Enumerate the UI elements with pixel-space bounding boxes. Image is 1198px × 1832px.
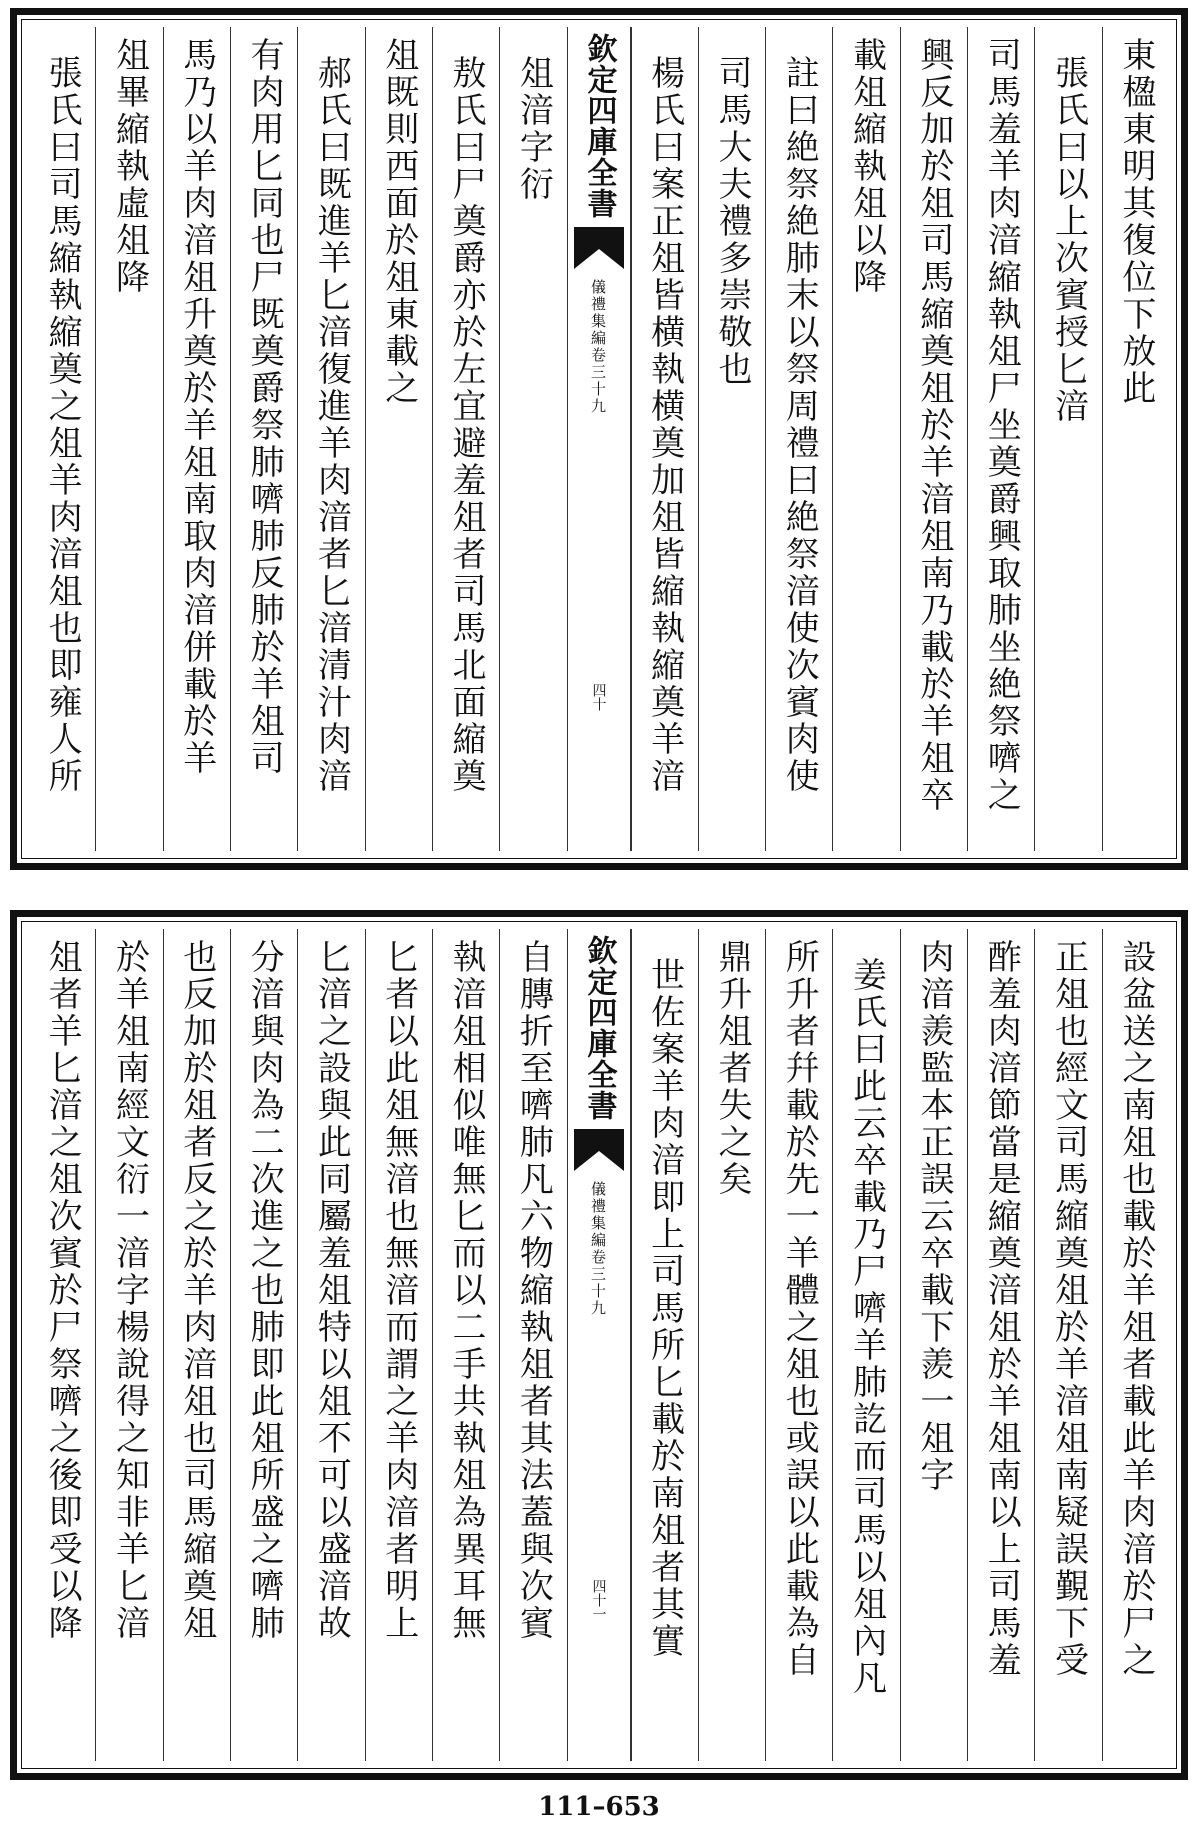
- book-title: 儀禮集編: [589, 279, 607, 347]
- text-column: [29, 27, 95, 851]
- text-column: [832, 929, 899, 1761]
- column-text: 酢羞肉湆節當是縮奠湆俎於羊俎南以上司馬羞: [981, 939, 1022, 1679]
- text-column: [297, 27, 364, 851]
- column-text: 也反加於俎者反之於羊肉湆俎也司馬縮奠俎: [176, 939, 217, 1642]
- column-text: 俎者羊匕湆之俎次賓於尸祭嚌之後即受以降: [42, 939, 83, 1642]
- text-column: [967, 929, 1034, 1761]
- column-text: 敖氏曰尸奠爵亦於左宜避羞俎者司馬北面縮奠: [446, 55, 487, 795]
- column-text: 註曰絶祭絶肺末以祭周禮曰絶祭湆使次賓肉使: [779, 55, 820, 795]
- column-text: 張氏曰司馬縮執縮奠之俎羊肉湆俎也即雍人所: [42, 55, 83, 795]
- top-page-frame: [10, 8, 1188, 870]
- column-text: 姜氏曰此云卒載乃尸嚌羊肺訖而司馬以俎內凡: [846, 957, 887, 1697]
- bottom-page-frame: [10, 910, 1188, 1780]
- text-column: [631, 929, 698, 1761]
- column-text: 分湆與肉為二次進之也肺即此俎所盛之嚌肺: [244, 939, 285, 1642]
- fishtail-mark-icon: [574, 227, 624, 269]
- bottom-page-columns: [29, 929, 1169, 1761]
- folio-number: 四十: [590, 683, 607, 711]
- column-text: 鼎升俎者失之矣: [711, 939, 752, 1198]
- text-column: [163, 27, 230, 851]
- text-column: [698, 27, 765, 851]
- text-column: [832, 27, 899, 851]
- column-text: 興反加於俎司馬縮奠俎於羊湆俎南乃載於羊俎卒: [913, 37, 954, 814]
- column-text: 自膞折至嚌肺凡六物縮執俎者其法蓋與次賓: [513, 939, 554, 1642]
- text-column: [95, 27, 162, 851]
- column-text: 楊氏曰案正俎皆横執横奠加俎皆縮執縮奠羊湆: [644, 55, 685, 795]
- series-title: 欽定四庫全書: [581, 935, 617, 1121]
- column-text: 司馬羞羊肉湆縮執俎尸坐奠爵興取肺坐絶祭嚌之: [981, 37, 1022, 814]
- text-column: [432, 27, 499, 851]
- page-number: 111–653: [538, 1792, 660, 1822]
- text-column: [1034, 929, 1101, 1761]
- column-text: 有肉用匕同也尸既奠爵祭肺嚌肺反肺於羊俎司: [244, 37, 285, 777]
- fishtail-mark-icon: [574, 1129, 624, 1171]
- text-column: [900, 929, 967, 1761]
- column-text: 馬乃以羊肉湆俎升奠於羊俎南取肉湆併載於羊: [176, 37, 217, 777]
- center-fold: [567, 27, 631, 851]
- column-text: 於羊俎南經文衍一湆字楊說得之知非羊匕湆: [109, 939, 150, 1642]
- column-text: 設盆送之南俎也載於羊俎者載此羊肉湆於尸之: [1115, 939, 1156, 1679]
- text-column: [230, 27, 297, 851]
- center-fold: [567, 929, 631, 1761]
- text-column: [1034, 27, 1101, 851]
- column-text: 俎既則西面於俎東載之: [378, 37, 419, 407]
- text-column: [765, 929, 832, 1761]
- text-column: [297, 929, 364, 1761]
- column-text: 東楹東明其復位下放此: [1115, 37, 1156, 407]
- text-column: [900, 27, 967, 851]
- text-column: [230, 929, 297, 1761]
- text-column: [499, 929, 566, 1761]
- column-text: 所升者幷載於先一羊體之俎也或誤以此載為自: [779, 939, 820, 1679]
- text-column: [163, 929, 230, 1761]
- column-text: 張氏曰以上次賓授匕湆: [1048, 55, 1089, 425]
- text-column: [432, 929, 499, 1761]
- column-text: 載俎縮執俎以降: [846, 37, 887, 296]
- text-column: [967, 27, 1034, 851]
- volume-label: 卷三十九: [589, 1249, 607, 1317]
- column-text: 匕湆之設與此同屬羞俎特以俎不可以盛湆故: [311, 939, 352, 1642]
- column-text: 俎畢縮執虛俎降: [109, 37, 150, 296]
- text-column: [1102, 27, 1169, 851]
- column-text: 世佐案羊肉湆即上司馬所匕載於南俎者其實: [644, 957, 685, 1660]
- volume-label: 卷三十九: [589, 347, 607, 415]
- column-text: 司馬大夫禮多崇敬也: [711, 55, 752, 388]
- text-column: [631, 27, 698, 851]
- column-text: 執湆俎相似唯無匕而以二手共執俎為異耳無: [446, 939, 487, 1642]
- text-column: [95, 929, 162, 1761]
- folio-number: 四十一: [590, 1579, 607, 1621]
- text-column: [1102, 929, 1169, 1761]
- series-title: 欽定四庫全書: [581, 33, 617, 219]
- text-column: [29, 929, 95, 1761]
- column-text: 郝氏曰既進羊匕湆復進羊肉湆者匕湆清汁肉湆: [311, 55, 352, 795]
- text-column: [365, 929, 432, 1761]
- text-column: [499, 27, 566, 851]
- text-column: [365, 27, 432, 851]
- column-text: 匕者以此俎無湆也無湆而謂之羊肉湆者明上: [378, 939, 419, 1642]
- top-page-columns: [29, 27, 1169, 851]
- column-text: 肉湆羨監本正誤云卒載下羨一俎字: [913, 939, 954, 1494]
- text-column: [765, 27, 832, 851]
- column-text: 俎湆字衍: [513, 55, 554, 203]
- text-column: [698, 929, 765, 1761]
- book-title: 儀禮集編: [589, 1181, 607, 1249]
- column-text: 正俎也經文司馬縮奠俎於羊湆俎南疑誤覲下受: [1048, 939, 1089, 1679]
